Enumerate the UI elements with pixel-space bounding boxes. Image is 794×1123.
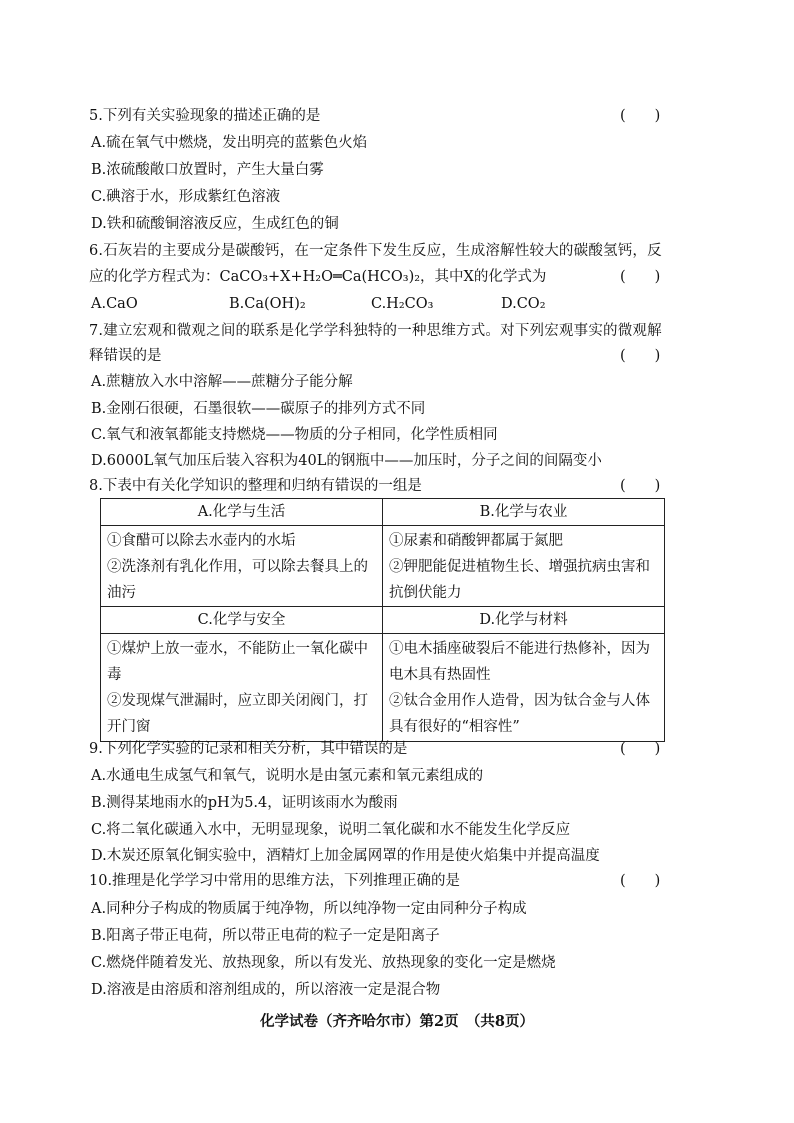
q10-option-a: A.同种分子构成的物质属于纯净物，所以纯净物一定由同种分子构成 (91, 901, 527, 917)
table-cell-a: ①食醋可以除去水壶内的水垢 ②洗涤剂有乳化作用，可以除去餐具上的油污 (107, 533, 368, 601)
q9-option-b: B.测得某地雨水的pH为5.4，证明该雨水为酸雨 (91, 795, 398, 811)
table-head-a: A.化学与生活 (101, 499, 383, 526)
q6-option-a: A.CaO (91, 296, 138, 312)
q7-option-d: D.6000L氧气加压后装入容积为40L的钢瓶中——加压时，分子之间的间隔变小 (91, 453, 602, 469)
q6-stem-line1: 6.石灰岩的主要成分是碳酸钙，在一定条件下发生反应，生成溶解性较大的碳酸氢钙，反 (89, 243, 662, 259)
table-cell-b: ①尿素和硝酸钾都属于氮肥 ②钾肥能促进植物生长、增强抗病虫害和抗倒伏能力 (389, 533, 650, 601)
table-head-b: B.化学与农业 (383, 499, 665, 526)
q5-option-c: C.碘溶于水，形成紫红色溶液 (91, 189, 281, 205)
q7-stem-line1: 7.建立宏观和微观之间的联系是化学学科独特的一种思维方式。对下列宏观事实的微观解 (89, 323, 662, 339)
q7-stem-line2: 释错误的是 (89, 348, 162, 364)
q9-option-d: D.木炭还原氧化铜实验中，酒精灯上加金属网罩的作用是使火焰集中并提高温度 (91, 848, 600, 864)
q10-option-d: D.溶液是由溶质和溶剂组成的，所以溶液一定是混合物 (91, 982, 441, 998)
q10-option-c: C.燃烧伴随着发光、放热现象，所以有发光、放热现象的变化一定是燃烧 (91, 955, 556, 971)
q5-option-b: B.浓硫酸敞口放置时，产生大量白雾 (91, 162, 324, 178)
q7-answer-paren: ( ) (620, 348, 661, 364)
q6-stem-line2: 应的化学方程式为：CaCO₃+X+H₂O═Ca(HCO₃)₂，其中X的化学式为 (89, 269, 547, 285)
table-cell-c: ①煤炉上放一壶水，不能防止一氧化碳中毒 ②发现煤气泄漏时，应立即关闭阀门，打开门窗 (107, 641, 368, 735)
table-head-c: C.化学与安全 (101, 607, 383, 634)
q5-option-d: D.铁和硫酸铜溶液反应，生成红色的铜 (91, 216, 339, 232)
q7-option-a: A.蔗糖放入水中溶解——蔗糖分子能分解 (91, 374, 353, 390)
q10-answer-paren: ( ) (620, 873, 661, 889)
q6-option-d: D.CO₂ (501, 296, 546, 312)
q6-option-c: C.H₂CO₃ (371, 296, 434, 312)
q8-knowledge-table (100, 498, 665, 742)
q5-answer-paren: ( ) (620, 108, 661, 124)
q9-stem: 9.下列化学实验的记录和相关分析，其中错误的是 (89, 741, 408, 757)
q10-stem: 10.推理是化学学习中常用的思维方法，下列推理正确的是 (89, 873, 461, 889)
q6-answer-paren: ( ) (620, 269, 661, 285)
q7-option-b: B.金刚石很硬，石墨很软——碳原子的排列方式不同 (91, 401, 426, 417)
q7-option-c: C.氧气和液氧都能支持燃烧——物质的分子相同，化学性质相同 (91, 427, 498, 443)
q5-option-a: A.硫在氧气中燃烧，发出明亮的蓝紫色火焰 (91, 135, 368, 151)
q9-option-a: A.水通电生成氢气和氧气，说明水是由氢元素和氧元素组成的 (91, 768, 484, 784)
q8-stem: 8.下表中有关化学知识的整理和归纳有错误的一组是 (89, 478, 422, 494)
table-cell-d: ①电木插座破裂后不能进行热修补，因为电木具有热固性 ②钛合金用作人造骨，因为钛合金与人体具有很好的“相容性” (389, 641, 650, 735)
q6-option-b: B.Ca(OH)₂ (229, 296, 306, 312)
page-footer: 化学试卷（齐齐哈尔市）第2页 （共8页） (260, 1013, 534, 1030)
q9-option-c: C.将二氧化碳通入水中，无明显现象，说明二氧化碳和水不能发生化学反应 (91, 822, 571, 838)
q5-stem: 5.下列有关实验现象的描述正确的是 (89, 108, 321, 124)
q6-options-row (91, 291, 651, 317)
q9-answer-paren: ( ) (620, 741, 661, 757)
q8-answer-paren: ( ) (620, 478, 661, 494)
table-head-d: D.化学与材料 (383, 607, 665, 634)
q10-option-b: B.阳离子带正电荷，所以带正电荷的粒子一定是阳离子 (91, 928, 440, 944)
